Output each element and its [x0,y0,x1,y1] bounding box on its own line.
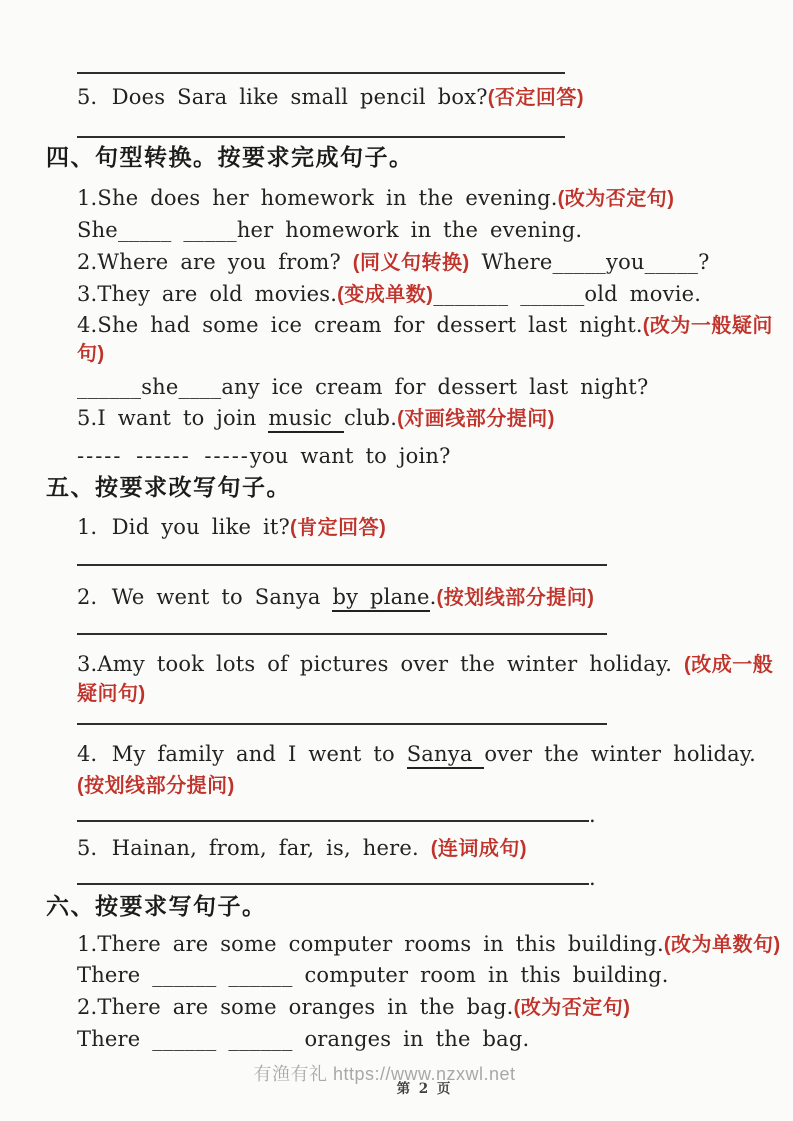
answer-line-with-period [77,865,596,891]
question-text-tail: over the winter holiday. [484,742,757,766]
s5-item-5 [77,835,527,862]
period: . [429,585,437,609]
question-text: 1.She does her homework in the evening. [77,186,558,210]
question-text-tail: club. [343,406,398,430]
answer-blank-line [77,564,607,566]
s4-item-4 [77,312,773,339]
answer-blank-line [77,723,607,725]
red-instruction-note: (改成一般 [684,654,774,676]
question-text: 5．Does Sara like small pencil box? [77,85,488,109]
s4-item-1 [77,185,674,212]
question-text: 3.Amy took lots of pictures over the winter holiday. [77,652,685,676]
s4-item-4-answer: ______she____any ice cream for dessert last night? [77,375,649,399]
answer-blank-line [77,633,607,635]
question-text: 2．We went to Sanya [77,585,333,609]
answer-blank-line [77,867,589,885]
red-instruction-note: 句) [77,343,105,365]
s4-item-4-note-wrap [77,340,105,367]
s4-item-1-answer: She_____ _____her homework in the evening. [77,218,583,242]
prev-section-question-5 [77,84,584,111]
red-instruction-note: (按划线部分提问) [436,587,595,609]
period: . [589,866,596,890]
question-text: 1．Did you like it? [77,515,291,539]
red-instruction-note: (连词成句) [430,838,528,860]
s6-item-2 [77,994,630,1021]
answer-blank-line [77,72,565,74]
s6-item-1-answer: There ______ ______ computer room in this building. [77,963,669,987]
question-text: 2.There are some oranges in the bag. [77,995,514,1019]
answer-line-with-period [77,802,596,828]
red-instruction-note: (改为单数句) [663,934,781,956]
red-instruction-note: (变成单数) [337,284,434,306]
red-instruction-note: (改为一般疑问 [642,315,773,337]
s5-item-3-note-wrap [77,680,146,707]
question-text-tail: _______ ______old movie. [433,282,702,306]
question-text: 2.Where are you from? [77,250,353,274]
s5-item-3 [77,651,773,678]
s4-item-5 [77,405,555,432]
section-4-heading: 四、句型转换。按要求完成句子。 [46,144,414,170]
underlined-phrase: by plane [332,585,429,612]
underlined-word: Sanya [407,742,485,769]
underlined-word: music [268,406,344,433]
red-instruction-note: (改为否定句) [513,997,631,1019]
question-text: 4．My family and I went to [77,742,407,766]
s6-item-2-answer: There ______ ______ oranges in the bag. [77,1027,530,1051]
s5-item-4 [77,741,756,767]
period: . [589,803,596,827]
red-instruction-note: (对画线部分提问) [397,408,555,430]
s6-item-1 [77,931,781,958]
question-text: 4.She had some ice cream for dessert last night. [77,313,643,337]
s4-item-3 [77,281,701,308]
red-instruction-note: (按划线部分提问) [77,775,235,797]
red-instruction-note: (同义句转换) [352,252,470,274]
question-text: 5.I want to join [77,406,269,430]
s4-item-2 [77,249,710,276]
page-number: 第 2 页 [396,1081,453,1097]
answer-blank-line [77,136,565,138]
dashed-blanks: ----- ------ ----- [77,444,250,468]
red-instruction-note: (肯定回答) [290,517,387,539]
red-instruction-note: 疑问句) [77,683,146,705]
answer-text-tail: you want to join? [249,444,451,468]
s4-item-5-answer [77,443,451,469]
s5-item-4-note-wrap [77,772,235,799]
question-text: 5．Hainan, from, far, is, here. [77,836,431,860]
answer-blank-line [77,804,589,822]
question-text: 3.They are old movies. [77,282,338,306]
site-watermark: 有渔有礼 https://www.nzxwl.net [253,1064,516,1084]
question-text: 1.There are some computer rooms in this building. [77,932,664,956]
red-instruction-note: (否定回答) [487,87,585,109]
red-instruction-note: (改为否定句) [557,188,675,210]
question-text-tail: Where_____you_____? [469,250,710,274]
section-6-heading: 六、按要求写句子。 [46,893,267,919]
s5-item-2 [77,584,594,611]
s5-item-1 [77,514,386,541]
section-5-heading: 五、按要求改写句子。 [46,474,291,500]
